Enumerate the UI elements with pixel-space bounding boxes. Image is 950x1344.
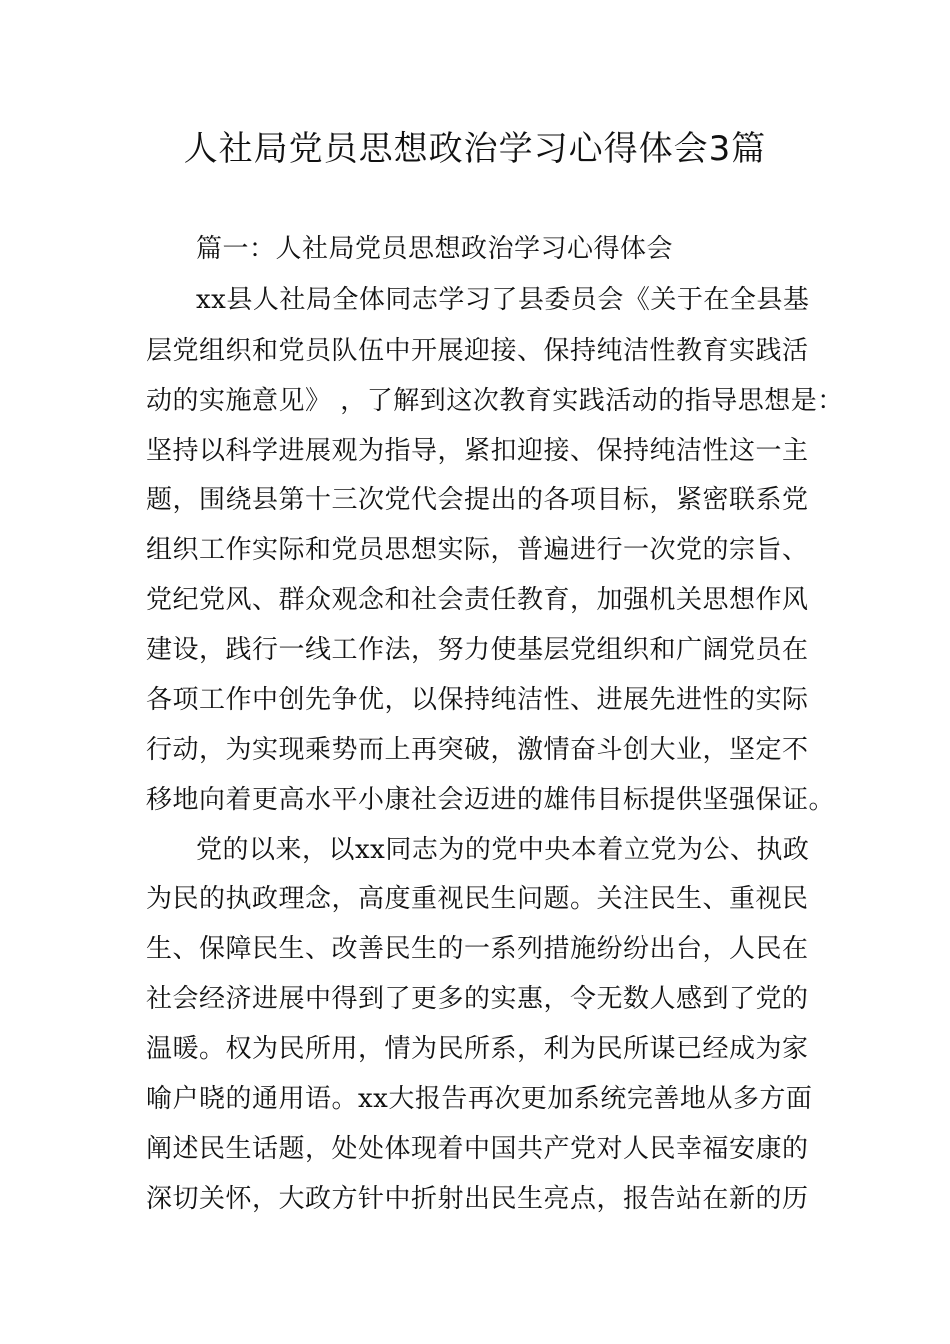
paragraph-line: 坚持以科学进展观为指导，紧扣迎接、保持纯洁性这一主 xyxy=(146,436,809,466)
paragraph-line: 生、保障民生、改善民生的一系列措施纷纷出台，人民在 xyxy=(146,934,809,964)
paragraph-line: 题，围绕县第十三次党代会提出的各项目标，紧密联系党 xyxy=(146,485,809,515)
paragraph-line: 各项工作中创先争优，以保持纯洁性、进展先进性的实际 xyxy=(146,685,809,715)
paragraph-line: 党的以来，以xx同志为的党中央本着立党为公、执政 xyxy=(196,835,810,865)
paragraph-line: xx县人社局全体同志学习了县委员会《关于在全县基 xyxy=(196,285,810,315)
paragraph-line: 社会经济进展中得到了更多的实惠，令无数人感到了党的 xyxy=(146,984,809,1014)
paragraph-line: 为民的执政理念，高度重视民生问题。关注民生、重视民 xyxy=(146,884,809,914)
paragraph-line: 党纪党风、群众观念和社会责任教育，加强机关思想作风 xyxy=(146,585,809,615)
paragraph-line: 动的实施意见》 ，了解到这次教育实践活动的指导思想是： xyxy=(146,386,844,416)
paragraph-line: 温暖。权为民所用，情为民所系，利为民所谋已经成为家 xyxy=(146,1034,809,1064)
paragraph-line: 喻户晓的通用语。xx大报告再次更加系统完善地从多方面 xyxy=(146,1084,813,1114)
document-title: 人社局党员思想政治学习心得体会3篇 xyxy=(183,129,767,169)
paragraph-line: 阐述民生话题，处处体现着中国共产党对人民幸福安康的 xyxy=(146,1134,809,1164)
paragraph-line: 行动，为实现乘势而上再突破，激情奋斗创大业，坚定不 xyxy=(146,735,809,765)
section-heading: 篇一：人社局党员思想政治学习心得体会 xyxy=(196,234,674,264)
paragraph-line: 建设，践行一线工作法，努力使基层党组织和广阔党员在 xyxy=(146,635,809,665)
paragraph-line: 层党组织和党员队伍中开展迎接、保持纯洁性教育实践活 xyxy=(146,336,809,366)
paragraph-line: 组织工作实际和党员思想实际，普遍进行一次党的宗旨、 xyxy=(146,535,809,565)
paragraph-line: 深切关怀，大政方针中折射出民生亮点，报告站在新的历 xyxy=(146,1184,809,1214)
paragraph-line: 移地向着更高水平小康社会迈进的雄伟目标提供坚强保证。 xyxy=(146,785,836,815)
